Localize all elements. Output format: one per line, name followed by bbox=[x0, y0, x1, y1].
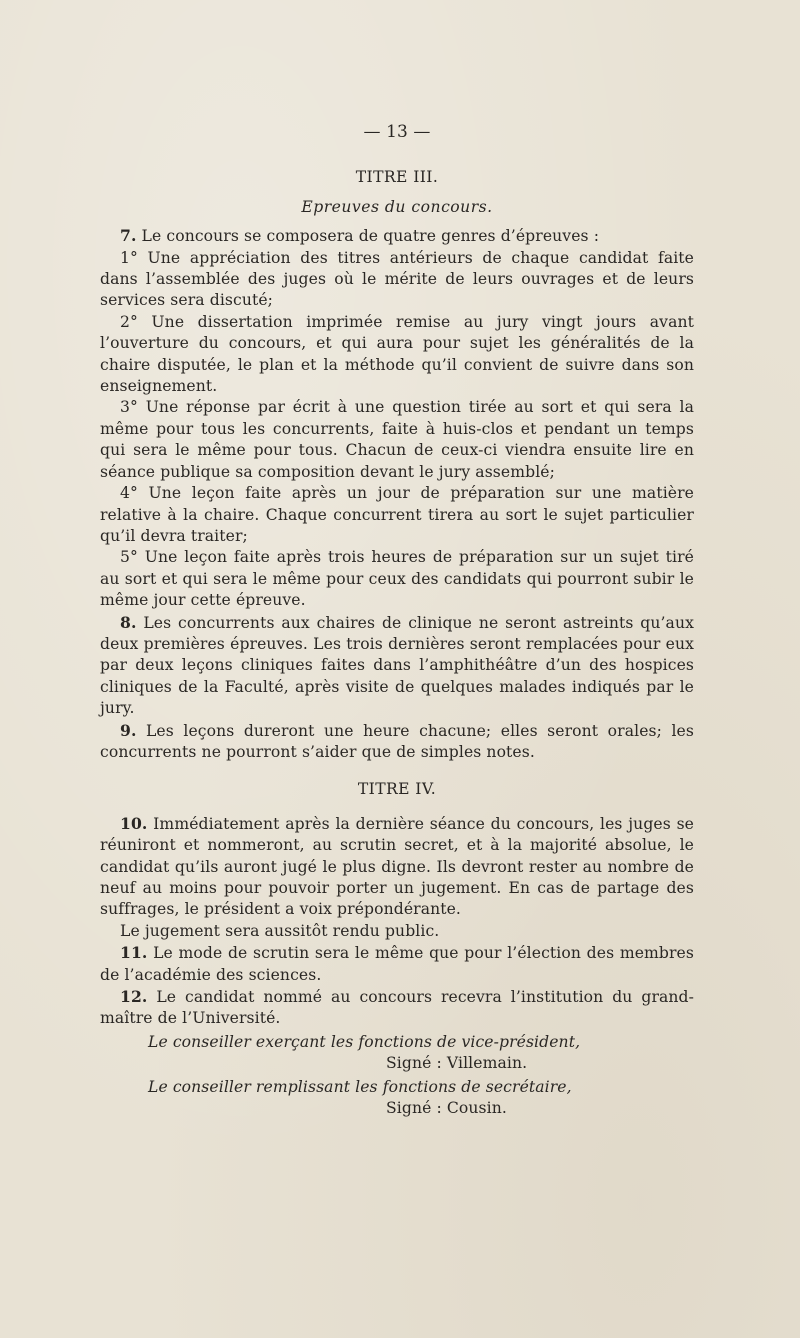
signature-role-vice-president: Le conseiller exerçant les fonctions de vice-président, bbox=[148, 1032, 581, 1051]
signature-role-secretary: Le conseiller remplissant les fonctions de secrétaire, bbox=[148, 1077, 572, 1096]
article-number: 12. bbox=[120, 987, 148, 1007]
paragraph bbox=[100, 248, 694, 312]
paragraph bbox=[100, 942, 694, 986]
paragraph bbox=[100, 720, 694, 764]
page-number: — 13 — bbox=[363, 122, 431, 142]
paragraph bbox=[100, 986, 694, 1030]
signature-cousin: Signé : Cousin. bbox=[386, 1099, 507, 1118]
paragraph-text: Immédiatement après la dernière séance du concours, les juges se réuniront et nommeront, au scrutin secret, et à la majorité absolue, le candidat qu’ils auront jugé le plus digne. Ils devront rester au nombre de neuf au moins pour pouvoir porter un jugement. En cas de partage des suffrages, le président a voix prépondérante. bbox=[100, 814, 694, 919]
paragraph-text: 4° Une leçon faite après un jour de préparation sur une matière relative à la chaire. Chaque concurrent tirera au sort le sujet particulier qu’il devra traiter; bbox=[100, 484, 694, 545]
subtitle-3: Epreuves du concours. bbox=[301, 197, 493, 216]
title-3: TITRE III. bbox=[355, 168, 439, 187]
paragraph bbox=[100, 397, 694, 483]
article-number: 11. bbox=[120, 943, 148, 963]
paragraph-text: 2° Une dissertation imprimée remise au jury vingt jours avant l’ouverture du concours, et qui aura pour sujet les généralités de la chaire disputée, le plan et la méthode qu’il convient de suivre dans son enseignement. bbox=[100, 312, 694, 396]
section-3-paragraphs bbox=[100, 225, 694, 763]
article-number: 8. bbox=[120, 612, 137, 632]
paragraph-text: Le jugement sera aussitôt rendu public. bbox=[120, 921, 440, 940]
paragraph bbox=[100, 225, 694, 247]
paragraph-text: 1° Une appréciation des titres antérieurs de chaque candidat faite dans l’assemblée des juges où le mérite de leurs ouvrages et de leurs services sera discuté; bbox=[100, 248, 694, 310]
article-number: 10. bbox=[120, 813, 148, 833]
document-body bbox=[100, 122, 694, 1119]
paragraph-text: Les leçons dureront une heure chacune; elles seront orales; les concurrents ne pourront s’aider que de simples notes. bbox=[100, 721, 694, 761]
paragraph bbox=[100, 813, 694, 921]
paragraph bbox=[100, 612, 694, 720]
paragraph-text: Le mode de scrutin sera le même que pour l’élection des membres de l’académie des sciences. bbox=[100, 944, 694, 984]
paragraph bbox=[100, 921, 694, 942]
paragraph-text: Le candidat nommé au concours recevra l’institution du grand-maître de l’Université. bbox=[100, 988, 694, 1028]
paragraph-text: Les concurrents aux chaires de clinique ne seront astreints qu’aux deux premières épreuves. Les trois dernières seront remplacées pour eux par deux leçons cliniques faites dans l’amphithéâtre d’un des hospices cliniques de la Faculté, après visite de quelques malades indiqués par le jury. bbox=[100, 613, 694, 718]
paragraph-text: 5° Une leçon faite après trois heures de préparation sur un sujet tiré au sort et qui sera le même pour ceux des candidats qui pourront subir le même jour cette épreuve. bbox=[100, 548, 694, 610]
paragraph bbox=[100, 312, 694, 398]
section-4-paragraphs bbox=[100, 813, 694, 1030]
article-number: 7. bbox=[120, 226, 137, 246]
paragraph bbox=[100, 483, 694, 547]
paragraph bbox=[100, 547, 694, 611]
paragraph-text: 3° Une réponse par écrit à une question tirée au sort et qui sera la même pour tous les concurrents, faite à huis-clos et pendant un temps qui sera le même pour tous. Chacun de ceux-ci viendra ensuite lire en séance publique sa composition devant le jury assemblé; bbox=[100, 398, 694, 481]
title-4: TITRE IV. bbox=[357, 780, 437, 799]
article-number: 9. bbox=[120, 720, 137, 740]
paragraph-text: Le concours se composera de quatre genres d’épreuves : bbox=[136, 227, 600, 246]
signature-villemain: Signé : Villemain. bbox=[386, 1054, 528, 1073]
